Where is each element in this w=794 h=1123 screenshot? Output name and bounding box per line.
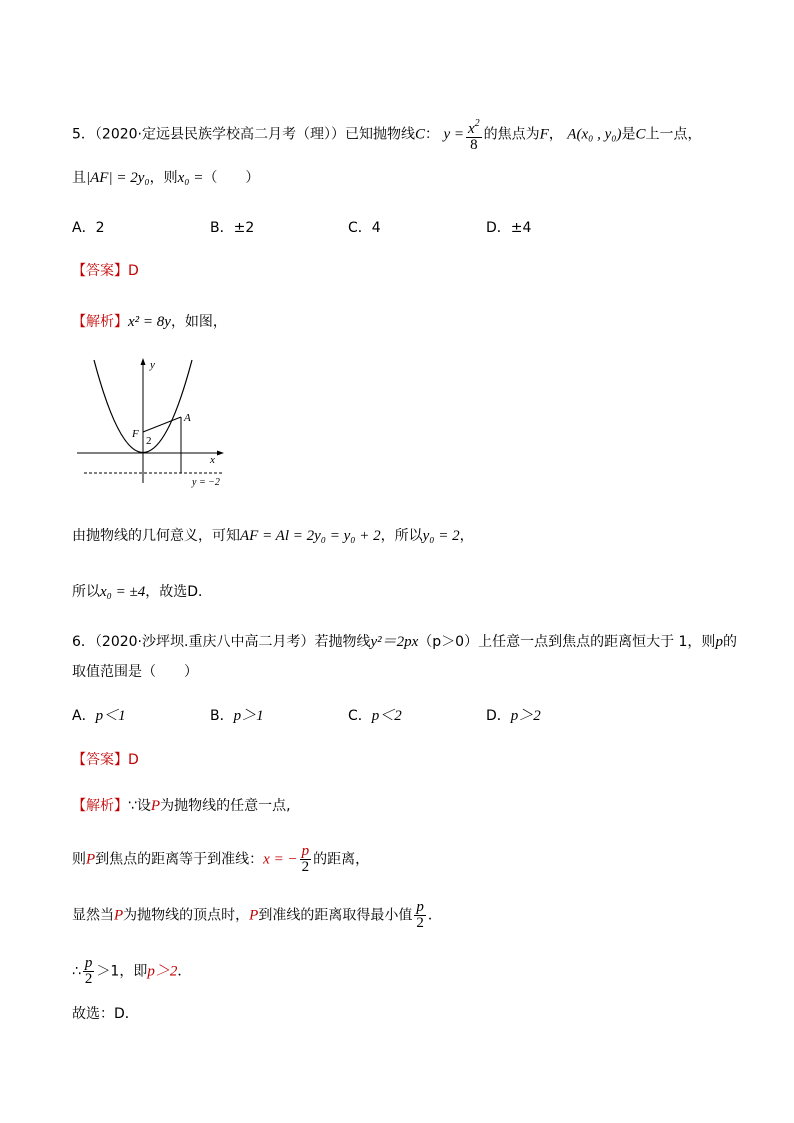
q5-stem-line1: 5．（2020·定远县民族学校高二月考（理））已知抛物线C： y = $\frac{x^2}{8}$ 的焦点为F， A(x₀ , y₀)是C上一点， [72,118,702,153]
q5-paren: （ ） [203,170,260,186]
q5-step2-eq: x₀ = ±4 [100,584,146,600]
focus-label: F [132,428,139,440]
q6-answer [72,750,139,770]
q5-abs-af: |AF| = 2y₀ [86,170,150,186]
q6-min-frac: $\frac{p}{2}$ [416,899,424,931]
q6-option-a: A．p＜1 [72,708,126,724]
answer-label: 【答案】 [72,263,128,279]
q6-directrix-frac: $\frac{p}{2}$ [301,843,310,875]
x-axis-label: x [210,454,215,466]
q6-option-d: D．p＞2 [486,708,541,724]
focus-distance-label: 2 [146,435,152,447]
q5-source: （2020·定远县民族学校高二月考（理）） [94,126,345,143]
q6-ineq-frac: $\frac{p}{2}$ [84,955,93,987]
q5-option-d: D．±4 [486,220,532,236]
q6-option-c: C．p＜2 [348,708,402,724]
segment-fa [143,417,181,432]
analysis-label: 【解析】 [72,798,128,814]
q5-step2: 所以x₀ = ±4，故选D． [72,584,213,600]
q5-stem-text2: 的焦点为 [483,126,540,143]
q6-option-b: B．p＞1 [210,708,264,724]
q5-option-a: A．2 [72,220,105,236]
q6-analysis-line1: 【解析】∵设P为抛物线的任意一点, [72,798,291,814]
q5-answer [72,261,139,281]
q5-option-c: C．4 [348,220,381,236]
q6-analysis-line4: ∴ $\frac{p}{2}$ ＞1，即p＞2． [72,955,192,987]
q5-colon: ： [425,126,440,143]
q6-source: （2020·沙坪坝.重庆八中高二月考） [94,634,315,650]
answer-value: D [128,752,139,768]
q5-analysis-eq: x² = 8y [128,314,171,330]
point-a-label: A [184,412,191,424]
q5-focus: F [539,126,549,143]
y-axis-label: y [150,359,155,371]
directrix-label: y = −2 [192,477,220,488]
q6-analysis-line2: 则P到焦点的距离等于到准线：x = − $\frac{p}{2}$ 的距离， [72,843,370,875]
q5-curve-name: C [415,126,426,143]
q5-point-coords: (x₀ , y₀) [576,126,622,143]
q6-parabola: y²＝2px [370,634,419,650]
x-axis-arrow [217,451,224,456]
q5-number: 5． [72,126,95,143]
q5-x0-eq: x₀ = [177,170,204,186]
q5-analysis-line: 【解析】x² = 8y，如图， [72,314,227,330]
answer-value: D [128,263,139,279]
q6-analysis-line3: 显然当P为抛物线的顶点时，P到准线的距离取得最小值 $\frac{p}{2}$ ． [72,899,442,931]
parabola-figure [72,355,242,490]
q5-stem-line2: 且|AF| = 2y₀，则x₀ =（ ） [72,170,260,186]
q5-stem-text: 已知抛物线 [345,126,415,143]
answer-label: 【答案】 [72,752,128,768]
y-axis-arrow [141,358,146,365]
q6-stem-line2: 取值范围是（ ） [72,664,198,680]
q6-number: 6． [72,634,95,650]
q6-stem-line1: 6．（2020·沙坪坝.重庆八中高二月考）若抛物线y²＝2px（p＞0）上任意一点到焦点的距离恒大于 1，则p的 [72,634,737,650]
q5-option-b: B．±2 [210,220,255,236]
q5-step1: 由抛物线的几何意义，可知AF = Al = 2y₀ = y₀ + 2，所以y₀ = 2， [72,528,474,544]
q5-point: A [567,126,577,143]
q6-analysis-line5: 故选：D． [72,1006,139,1022]
q5-fraction: $\frac{x^2}{8}$ [468,118,480,153]
analysis-label: 【解析】 [72,314,128,330]
q5-y-eq: y = [443,126,464,143]
q5-step1-eq: AF = Al = 2y₀ = y₀ + 2 [240,528,381,544]
